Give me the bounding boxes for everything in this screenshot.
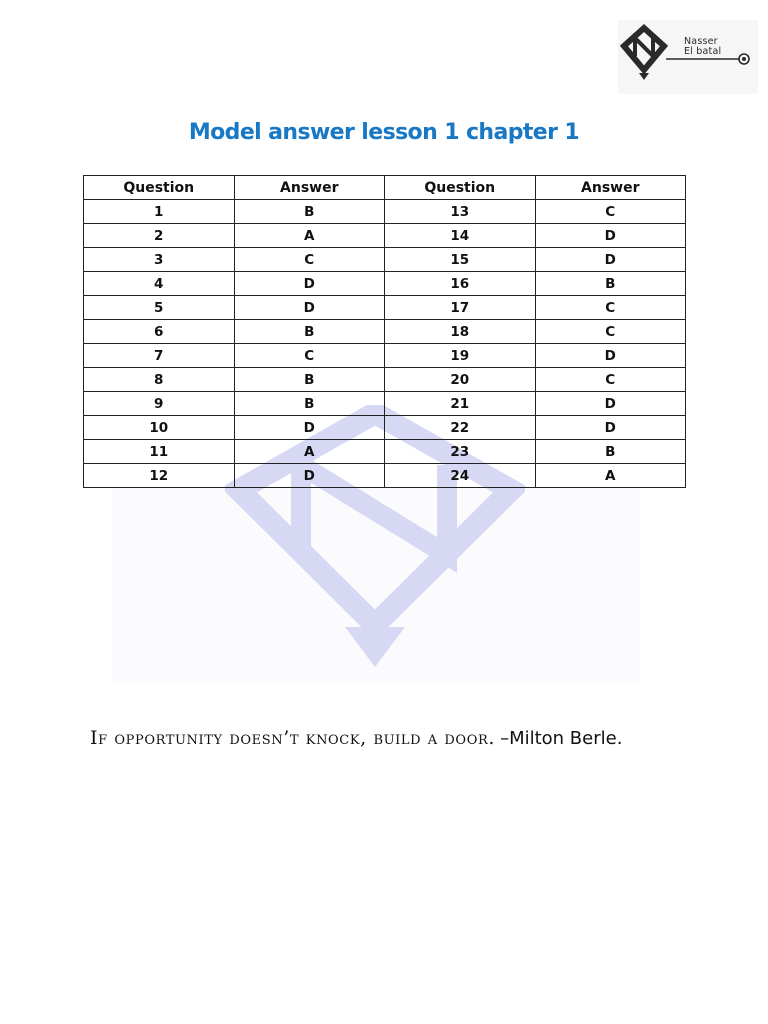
answer-letter: D [234, 296, 385, 320]
brand-logo [618, 20, 758, 94]
question-number: 1 [84, 200, 235, 224]
question-number: 6 [84, 320, 235, 344]
logo-name-first: Nasser [684, 36, 718, 47]
table-row [84, 296, 686, 320]
answer-letter: B [535, 440, 686, 464]
table-row [84, 368, 686, 392]
question-number: 17 [385, 296, 536, 320]
question-number: 18 [385, 320, 536, 344]
column-header: Answer [535, 176, 686, 200]
question-number: 16 [385, 272, 536, 296]
answer-letter: A [234, 440, 385, 464]
question-number: 12 [84, 464, 235, 488]
question-number: 21 [385, 392, 536, 416]
answer-letter: A [535, 464, 686, 488]
quote [90, 724, 622, 753]
table-row [84, 200, 686, 224]
column-header: Answer [234, 176, 385, 200]
answer-letter: B [234, 392, 385, 416]
answer-letter: C [535, 200, 686, 224]
question-number: 4 [84, 272, 235, 296]
diamond-logo-icon [618, 20, 758, 94]
page-title: Model answer lesson 1 chapter 1 [188, 120, 580, 145]
question-number: 9 [84, 392, 235, 416]
table-row [84, 224, 686, 248]
question-number: 24 [385, 464, 536, 488]
question-number: 11 [84, 440, 235, 464]
question-number: 15 [385, 248, 536, 272]
question-number: 10 [84, 416, 235, 440]
question-number: 2 [84, 224, 235, 248]
question-number: 22 [385, 416, 536, 440]
answer-letter: C [535, 320, 686, 344]
answer-letter: C [535, 368, 686, 392]
answer-letter: B [234, 200, 385, 224]
column-header: Question [84, 176, 235, 200]
answer-letter: B [234, 320, 385, 344]
answer-letter: D [535, 344, 686, 368]
answer-table [83, 175, 686, 488]
quote-author: –Milton Berle. [500, 728, 623, 749]
question-number: 23 [385, 440, 536, 464]
table-row [84, 248, 686, 272]
logo-name-last: El batal [684, 46, 722, 57]
question-number: 7 [84, 344, 235, 368]
question-number: 8 [84, 368, 235, 392]
quote-text: If opportunity doesn’t knock, build a door. [90, 727, 495, 749]
answer-letter: B [535, 272, 686, 296]
table-row [84, 344, 686, 368]
question-number: 3 [84, 248, 235, 272]
answer-letter: B [234, 368, 385, 392]
answer-letter: D [535, 248, 686, 272]
question-number: 5 [84, 296, 235, 320]
answer-letter: D [535, 224, 686, 248]
answer-letter: D [535, 416, 686, 440]
question-number: 20 [385, 368, 536, 392]
answer-letter: C [535, 296, 686, 320]
answer-letter: D [234, 464, 385, 488]
table-row [84, 464, 686, 488]
table-row [84, 320, 686, 344]
table-row [84, 392, 686, 416]
question-number: 13 [385, 200, 536, 224]
table-header-row [84, 176, 686, 200]
table-row [84, 440, 686, 464]
answer-letter: D [234, 416, 385, 440]
answer-letter: D [535, 392, 686, 416]
question-number: 19 [385, 344, 536, 368]
table-row [84, 272, 686, 296]
table-row [84, 416, 686, 440]
answer-letter: A [234, 224, 385, 248]
answer-letter: C [234, 344, 385, 368]
answer-letter: C [234, 248, 385, 272]
answer-letter: D [234, 272, 385, 296]
column-header: Question [385, 176, 536, 200]
question-number: 14 [385, 224, 536, 248]
